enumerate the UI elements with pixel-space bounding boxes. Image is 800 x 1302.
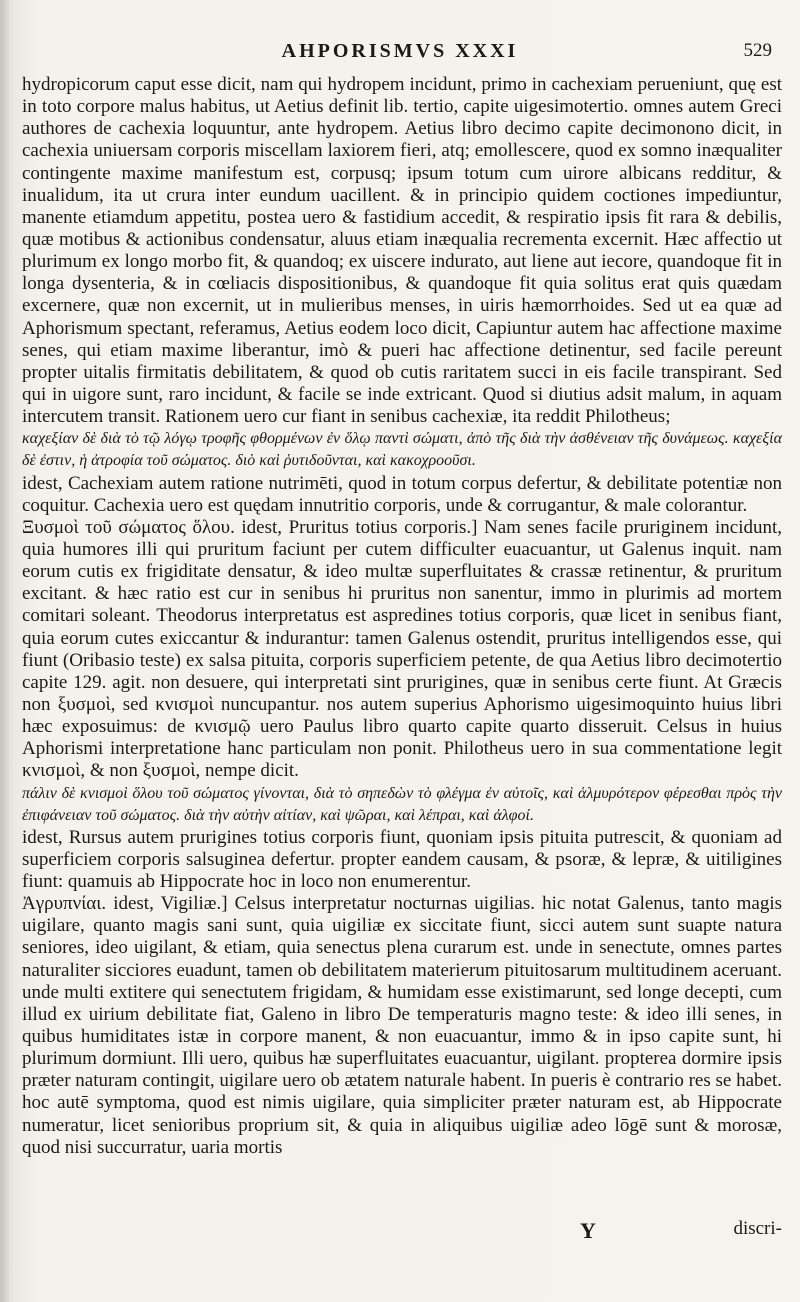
paragraph-greek-philotheus: καχεξίαν δὲ διὰ τὸ τῷ λόγῳ τροφῆς φθορμένων ἐν ὅλῳ παντὶ σώματι, ἀπὸ τῆς διὰ τὴν ἀσθένειαν τῆς δυνάμεως. καχεξία δὲ ἐστιν, ἡ ἀτροφία τοῦ σώματος. διὸ καὶ ῥυτιδοῦνται, καὶ κακοχροοῦσι. [22,430,782,470]
paragraph-pruritus: Ξυσμοὶ τοῦ σώματος ὅλου. idest, Pruritus totius corporis.] Nam senes facile pruriginem incidunt, quia humores illi qui pruritum faciunt per cutem difficulter euacuantur, ut Galenus inquit. nam eorum cutis ex frigiditate densatur, & ideo multæ superfluitates & crassæ retinentur, & pruritum excitant. & hæc ratio est cur in senibus hi pruritus non sanentur, immo in plurimis ad mortem comitari soleant. Theodorus interpretatus est aspredines totius corporis, quæ licet in senibus fiant, quia eorum cutes exiccantur & indurantur: tamen Galenus ostendit, pruritus intelligendos esse, qui fiunt (Oribasio teste) ex salsa pituita, corporis superficiem petente, de qua Aetius libro decimotertio capite 129. agit. non desuere, qui interpretati sint prurigines, quæ in senibus certe fiunt. At Græcis non ξυσμοὶ, sed κνισμοὶ nuncupantur. nos autem superius Aphorismo uigesimoquinto huius libri hæc exposuimus: de κνισμῷ uero Paulus libro quarto capite quarto disseruit. Celsus in huius Aphorismi interpretatione hanc particulam non ponit. Philotheus uero in sua commentatione legit κνισμοὶ, & non ξυσμοὶ, nempe dicit. [22,516,782,782]
page-number: 529 [743,40,772,61]
signature-mark: Y [580,1218,596,1243]
catchword: discri- [733,1218,782,1239]
paragraph-pruritus-translation: idest, Rursus autem prurigines totius corporis fiunt, quoniam ipsis pituita putrescit, & quoniam ad superficiem corporis salsuginea defertur. propter eandem causam, & psoræ, & lepræ, & uitiligines fiunt: quamuis ab Hippocrate hoc in loco non enumerentur. [22,826,782,893]
paragraph-cachexia-translation: idest, Cachexiam autem ratione nutrimēti, quod in totum corpus defertur, & debilitate potentiæ non coquitur. Cachexia uero est quędam innutritio corporis, unde & corrugantur, & male colorantur. [22,472,782,516]
running-title: AHPORISMVS XXXI [281,40,519,62]
page-footer [0,1212,800,1272]
paragraph-cachexia: hydropicorum caput esse dicit, nam qui hydropem incidunt, primo in cachexiam perueniunt, quę est in toto corpore malus habitus, ut Aetius definit lib. tertio, capite uigesimotertio. omnes autem Greci authores de cachexia loquuntur, ante hydropem. Aetius libro decimo capite decimonono dicit, in cachexia uniuersam corporis miscellam laxiorem fieri, atq; emollescere, quod ex somno inæqualiter contingente maxime manifestum est, corpusq; ipsum totum cum uirore albicans redditur, & inualidum, ita ut crura inter eundum uacillent. & in principio quidem coctiones impediuntur, manente etiamdum appetitu, postea uero & fastidium accedit, & respiratio ipsis fit rara & debilis, quæ motibus & actionibus condensatur, aluus etiam inæqualia recrementa excernit. Hæc affectio ut plurimum ex longo morbo fit, & quandoq; ex uiscere indurato, aut liene aut iecore, quandoque fit in longa dysenteria, & in cœliacis dispositionibus, & quandoque fit quia solitus erat quis quædam excernere, quæ non excernit, ut in mulieribus menses, in uiris hæmorrhoides. Sed ut ea quæ ad Aphorismum spectant, referamus, Aetius eodem loco dicit, Capiuntur autem hac affectione maxime senes, qui etiam maxime liberantur, imò & pueri hac affectione detinentur, sed facile pereunt propter uitalis firmitatis debilitatem, & quod ob cutis raritatem succi in eis facile transpirant. Sed qui in uigore sunt, raro incidunt, & facile se inde extricant. Quod si diutius adsit malum, in aquam intercutem transit. Rationem uero cur fiant in senibus cachexiæ, ita reddit Philotheus; [22,74,782,428]
paragraph-vigiliae: Ἀγρυπνίαι. idest, Vigiliæ.] Celsus interpretatur nocturnas uigilias. hic notat Galenus, tanto magis uigilare, quanto magis sani sunt, quia uigiliæ ex siccitate fiunt, sicci autem sunt suapte natura seniores, ideo uigilant, & etiam, quia senectus plena curarum est. unde in senectute, omnes partes naturaliter sicciores euadunt, tamen ob debilitatem materierum pituitosarum multitudinem aceruant. unde multi extitere qui senectutem frigidam, & humidam esse existimarunt, sed longe decepti, cum illud ex uirium debilitate fiat, Galeno in libro De temperaturis magno teste: & ideo illi senes, in quibus humiditates istæ in corpore manent, & non euacuantur, immo & in ipso capite sunt, hi plurimum dormiunt. Illi uero, quibus hæ superfluitates euacuantur, uigilant. propterea dormire ipsis præter naturam contingit, uigilare uero ob ætatem naturale habent. In pueris è contrario res se habet. hoc autē symptoma, quod est nimis uigilare, quia simpliciter præter naturam est, ab Hippocrate numeratur, licet senioribus proprium sit, & quia in aliquibus uigiliæ adeo lōgē sunt & morosæ, quod nisi succurratur, uaria mortis [22,893,782,1158]
page-header [0,34,800,68]
paragraph-greek-pruritus: πάλιν δὲ κνισμοὶ ὅλου τοῦ σώματος γίνονται, διὰ τὸ σηπεδὼν τὸ φλέγμα ἐν αὐτοῖς, καὶ ἁλμυρότερον φέρεσθαι πρὸς τὴν ἐπιφάνειαν τοῦ σώματος. διὰ τὴν αὐτὴν αἰτίαν, καὶ ψῶραι, καὶ λέπραι, καὶ ἀλφοί. [22,784,782,824]
binding-shadow [0,0,10,1302]
body-text [22,74,782,1204]
